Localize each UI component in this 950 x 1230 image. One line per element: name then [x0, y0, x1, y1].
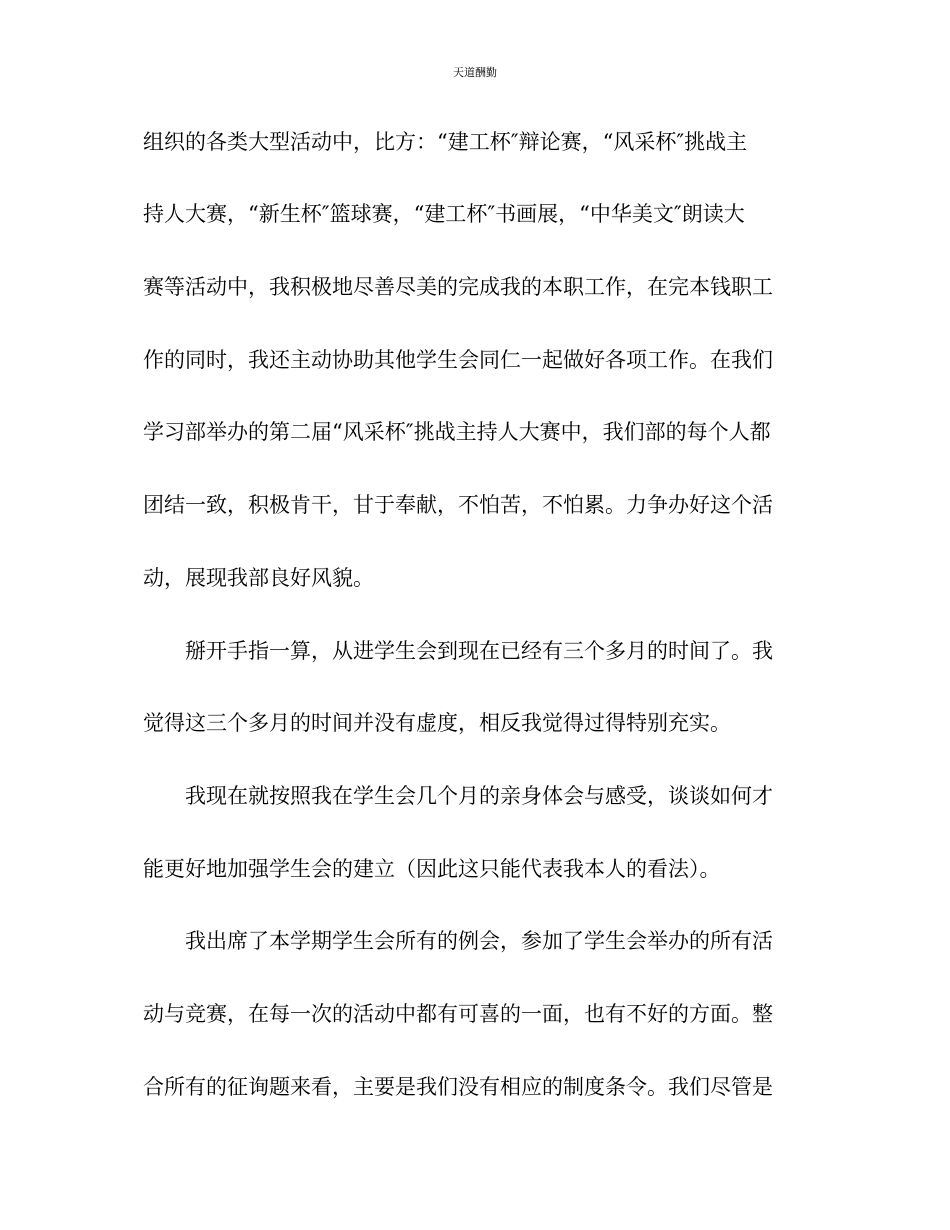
text-line: 团结一致，积极肯干，甘于奉献，不怕苦，不怕累。力争办好这个活 — [143, 493, 773, 517]
paragraph-first-line: 掰开手指一算，从进学生会到现在已经有三个多月的时间了。我 — [185, 639, 773, 663]
text-line: 能更好地加强学生会的建立（因此这只能代表我本人的看法）。 — [143, 857, 721, 881]
text-line: 合所有的征询题来看，主要是我们没有相应的制度条令。我们尽管是 — [143, 1075, 773, 1099]
text-line: 组织的各类大型活动中，比方：“建工杯″辩论赛，“风采杯″挑战主 — [143, 130, 748, 154]
text-line: 赛等活动中，我积极地尽善尽美的完成我的本职工作，在完本钱职工 — [143, 275, 773, 299]
text-line: 动与竞赛，在每一次的活动中都有可喜的一面，也有不好的方面。整 — [143, 1002, 773, 1026]
paragraph-first-line: 我出席了本学期学生会所有的例会，参加了学生会举办的所有活 — [185, 929, 773, 953]
text-line: 动，展现我部良好风貌。 — [143, 566, 374, 590]
text-line: 持人大赛，“新生杯″篮球赛，“建工杯″书画展，“中华美文″朗读大 — [143, 202, 745, 226]
page-header: 天道酬勤 — [453, 66, 497, 79]
text-line: 作的同时，我还主动协助其他学生会同仁一起做好各项工作。在我们 — [143, 348, 773, 372]
text-line: 学习部举办的第二届“风采杯″挑战主持人大赛中，我们部的每个人都 — [143, 420, 771, 444]
paragraph-first-line: 我现在就按照我在学生会几个月的亲身体会与感受，谈谈如何才 — [185, 784, 773, 808]
text-line: 觉得这三个多月的时间并没有虚度，相反我觉得过得特别充实。 — [143, 711, 731, 735]
